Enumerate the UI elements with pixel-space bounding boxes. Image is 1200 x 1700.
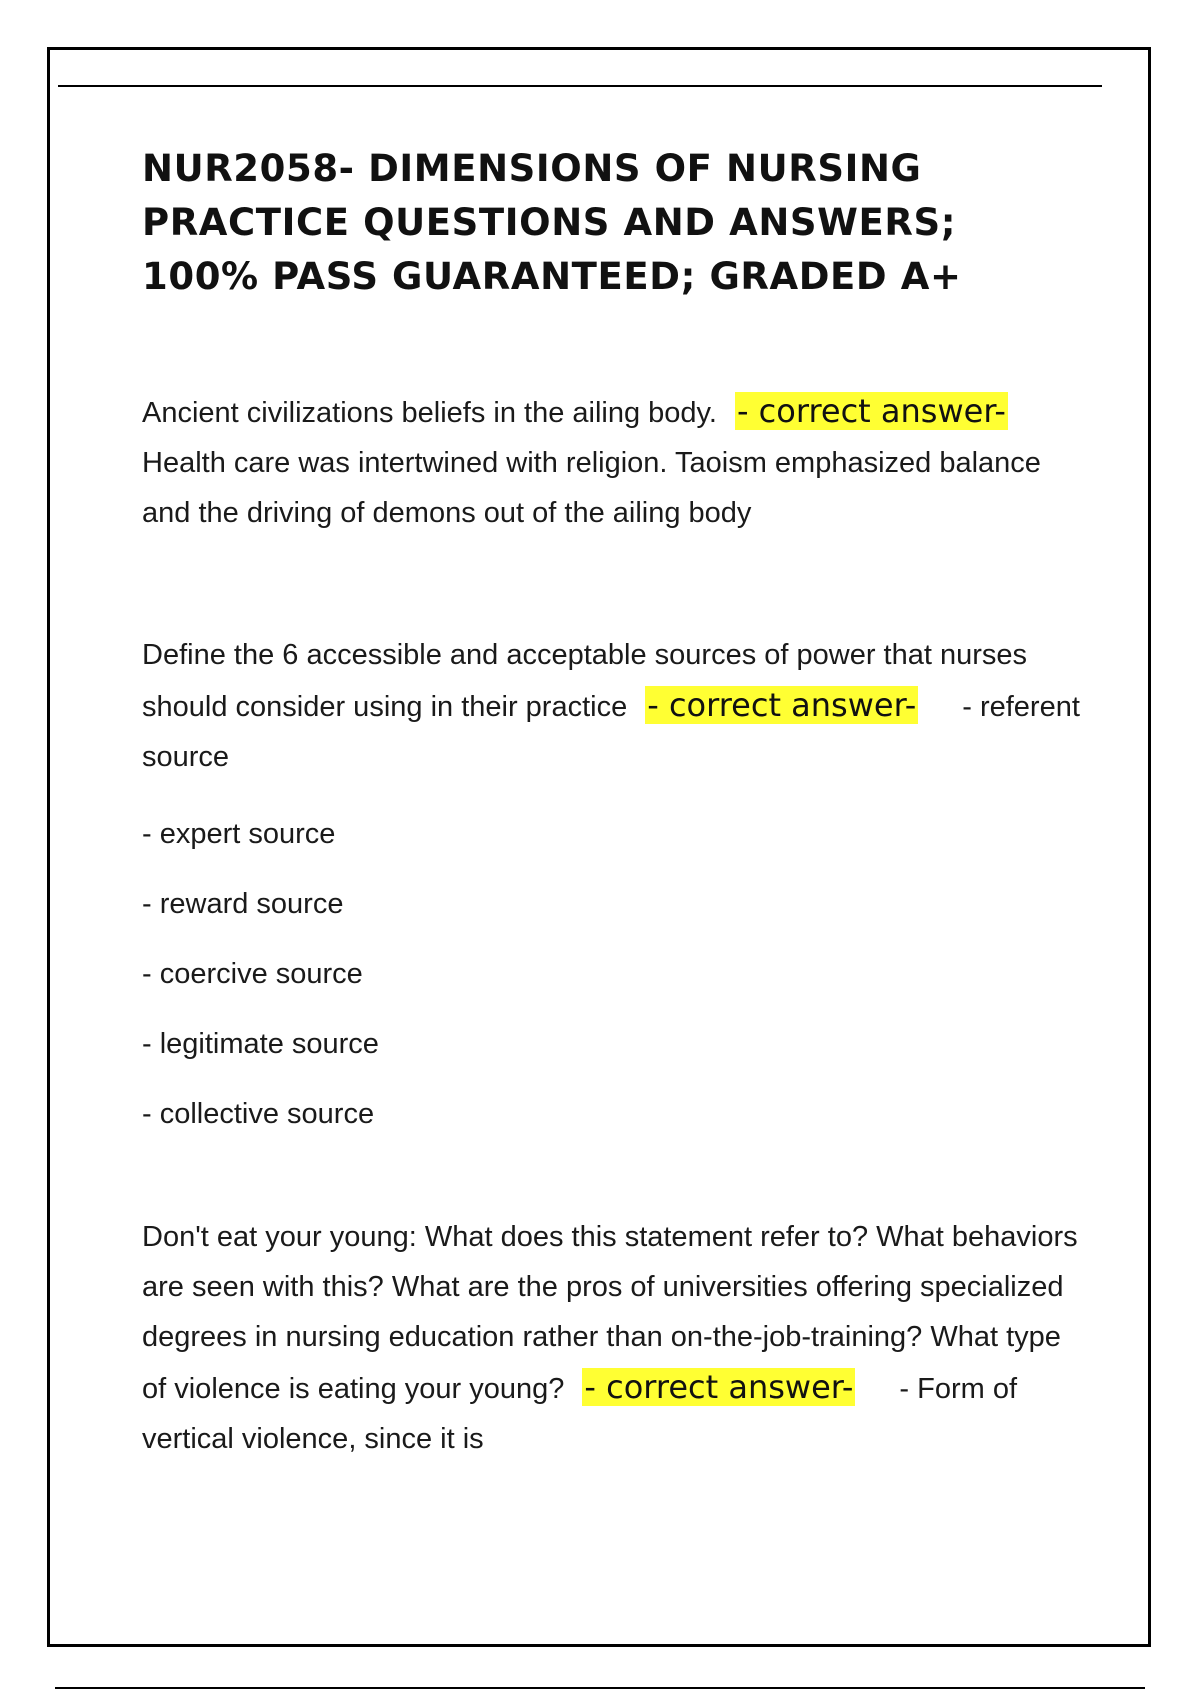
page-content [142, 142, 1102, 1464]
answer-text: - referent source [142, 691, 1080, 773]
document-title: NUR2058- DIMENSIONS OF NURSING PRACTICE QUESTIONS AND ANSWERS; 100% PASS GUARANTEED; GRADED A+ [142, 147, 962, 298]
answer-list-item: - coercive source [142, 958, 363, 990]
correct-answer-marker: - correct answer- [736, 392, 1006, 430]
qa-item-2 [142, 630, 1082, 782]
correct-answer-marker: - correct answer- [584, 1368, 854, 1406]
answer-text: Health care was intertwined with religion. Taoism emphasized balance and the driving of demons out of the ailing body [142, 447, 1041, 529]
question-text: Define the 6 accessible and acceptable sources of power that nurses should consider using in their practice [142, 639, 1028, 723]
question-text: Don't eat your young: What does this statement refer to? What behaviors are seen with this? What are the pros of universities offering specialized degrees in nursing education rather than on-the-job-training? What type of violence is eating your young? [142, 1221, 1078, 1405]
correct-answer-marker: - correct answer- [647, 686, 917, 724]
answer-list-item: - expert source [142, 818, 336, 850]
answer-list-item: - reward source [142, 888, 344, 920]
question-text: Ancient civilizations beliefs in the ailing body. [142, 397, 717, 429]
answer-text: - Form of vertical violence, since it is [142, 1373, 1018, 1455]
page-frame [47, 47, 1151, 1647]
footer-rule [55, 1687, 1145, 1689]
qa-item-3 [142, 1212, 1082, 1464]
header-rule [58, 85, 1102, 87]
answer-list-item: - legitimate source [142, 1028, 379, 1060]
qa-item-1 [142, 386, 1082, 538]
answer-list-item: - collective source [142, 1098, 375, 1130]
